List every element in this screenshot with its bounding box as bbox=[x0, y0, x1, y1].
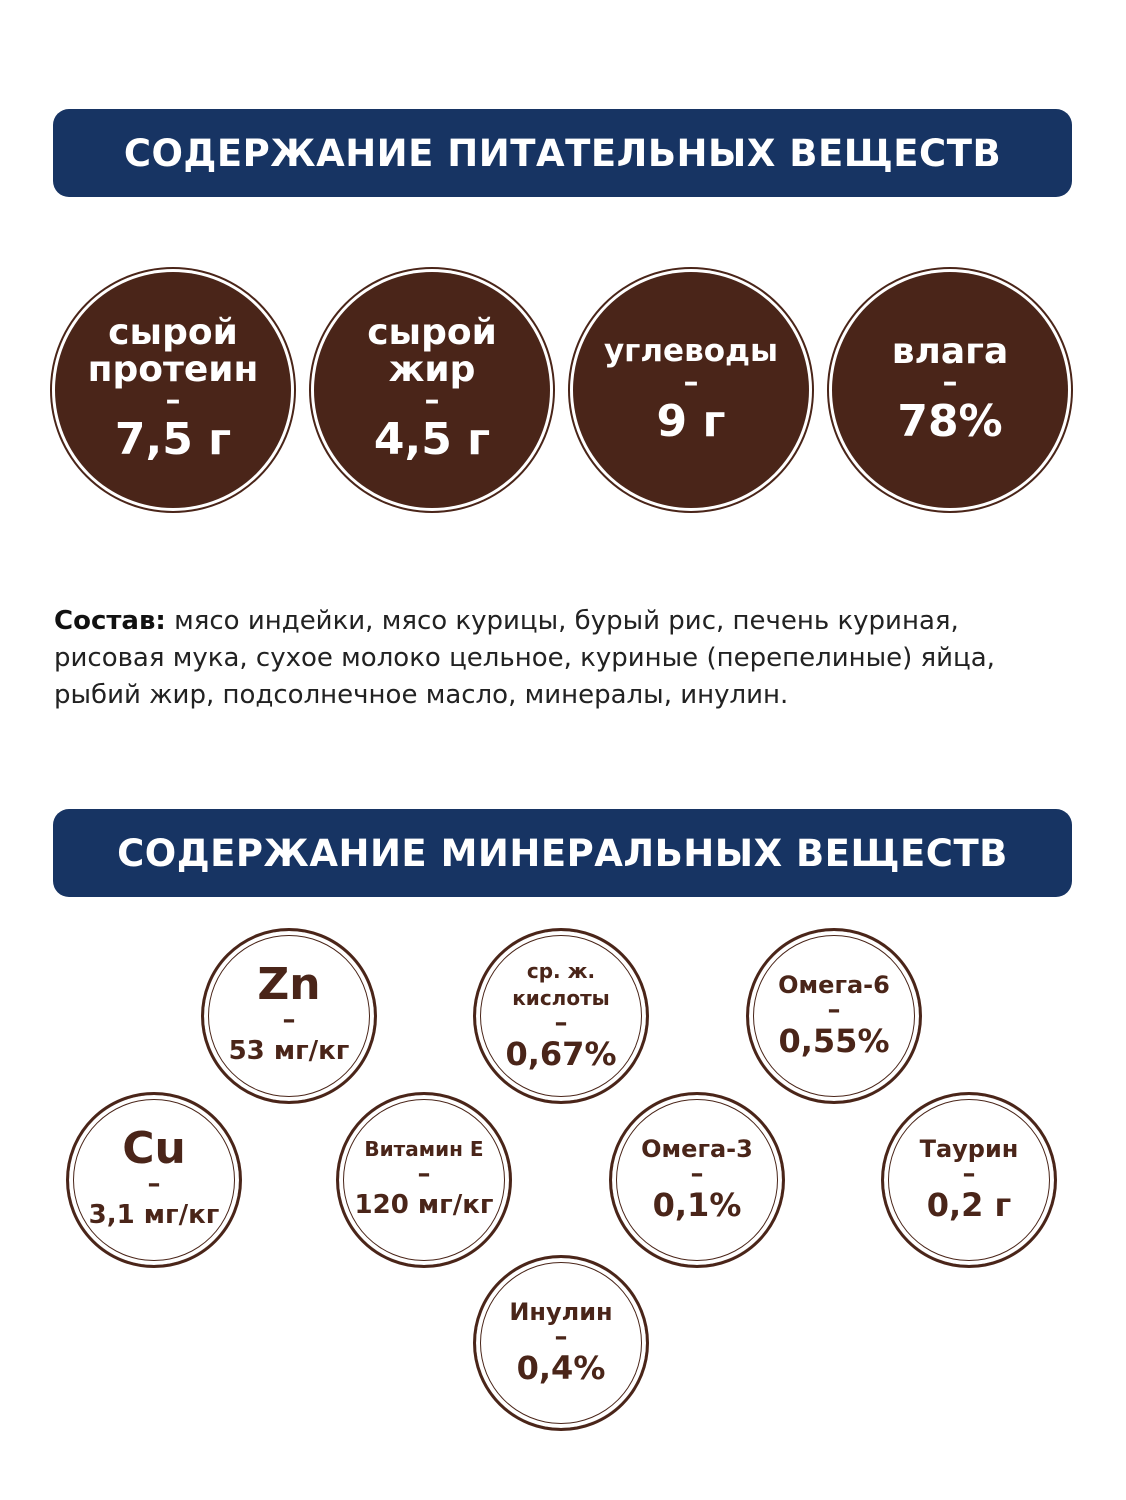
nutrient-value: 78% bbox=[897, 395, 1003, 447]
mineral-value: 0,4% bbox=[516, 1349, 606, 1387]
mineral-circle-cu bbox=[66, 1092, 242, 1268]
nutrient-value: 7,5 г bbox=[114, 414, 232, 465]
mineral-dash: – bbox=[282, 1005, 296, 1035]
nutrient-name: сырой протеин bbox=[87, 312, 259, 390]
composition-label: Состав: bbox=[54, 606, 166, 636]
nutrient-dash: – bbox=[942, 364, 958, 400]
nutrient-circle-carbs bbox=[573, 272, 809, 508]
mineral-name: Омега-3 bbox=[641, 1135, 753, 1163]
mineral-circle-taurine bbox=[881, 1092, 1057, 1268]
mineral-circle-omega3 bbox=[609, 1092, 785, 1268]
nutrient-dash: – bbox=[165, 383, 181, 418]
minerals-header bbox=[53, 809, 1072, 897]
mineral-name: Таурин bbox=[919, 1135, 1019, 1163]
nutrient-name: сырой жир bbox=[367, 312, 497, 390]
nutrient-dash: – bbox=[683, 364, 699, 400]
mineral-name: Zn bbox=[257, 959, 321, 1010]
mineral-name: Витамин Е bbox=[364, 1136, 484, 1161]
mineral-name: Омега-6 bbox=[778, 971, 890, 999]
mineral-circle-inulin bbox=[473, 1255, 649, 1431]
mineral-circle-mcfa bbox=[473, 928, 649, 1104]
mineral-dash: – bbox=[417, 1158, 431, 1189]
nutrient-name: влага bbox=[891, 330, 1009, 372]
mineral-circle-omega6 bbox=[746, 928, 922, 1104]
mineral-value: 3,1 мг/кг bbox=[88, 1200, 220, 1230]
mineral-name: Cu bbox=[122, 1123, 186, 1174]
mineral-dash: – bbox=[962, 1159, 976, 1189]
nutrient-circle-moisture bbox=[832, 272, 1068, 508]
nutrient-name: углеводы bbox=[603, 332, 779, 369]
mineral-value: 0,55% bbox=[778, 1022, 890, 1060]
nutrients-header bbox=[53, 109, 1072, 197]
minerals-header-text: СОДЕРЖАНИЕ МИНЕРАЛЬНЫХ ВЕЩЕСТВ bbox=[117, 831, 1008, 875]
mineral-dash: – bbox=[827, 995, 841, 1025]
mineral-circle-zn bbox=[201, 928, 377, 1104]
mineral-value: 0,2 г bbox=[926, 1186, 1012, 1224]
nutrient-dash: – bbox=[424, 383, 440, 418]
mineral-dash: – bbox=[554, 1008, 568, 1038]
composition-ingredients: мясо индейки, мясо курицы, бурый рис, печень куриная, рисовая мука, сухое молоко цельное, куриные (перепелиные) яйца, рыбий жир, подсолнечное масло, минералы, инулин. bbox=[54, 606, 995, 710]
nutrient-circle-protein bbox=[55, 272, 291, 508]
mineral-value: 120 мг/кг bbox=[354, 1189, 494, 1220]
composition-text bbox=[54, 603, 1074, 714]
mineral-circle-vitamin-e bbox=[336, 1092, 512, 1268]
nutrient-value: 9 г bbox=[656, 395, 726, 447]
mineral-dash: – bbox=[554, 1322, 568, 1352]
mineral-dash: – bbox=[690, 1159, 704, 1189]
mineral-name: Инулин bbox=[509, 1298, 613, 1326]
mineral-value: 0,67% bbox=[505, 1035, 617, 1073]
mineral-dash: – bbox=[147, 1169, 161, 1199]
nutrient-value: 4,5 г bbox=[373, 414, 491, 465]
mineral-name: ср. ж. кислоты bbox=[512, 959, 610, 1010]
mineral-value: 0,1% bbox=[652, 1186, 742, 1224]
nutrient-circle-fat bbox=[314, 272, 550, 508]
nutrients-header-text: СОДЕРЖАНИЕ ПИТАТЕЛЬНЫХ ВЕЩЕСТВ bbox=[123, 131, 1002, 175]
mineral-value: 53 мг/кг bbox=[228, 1036, 350, 1066]
